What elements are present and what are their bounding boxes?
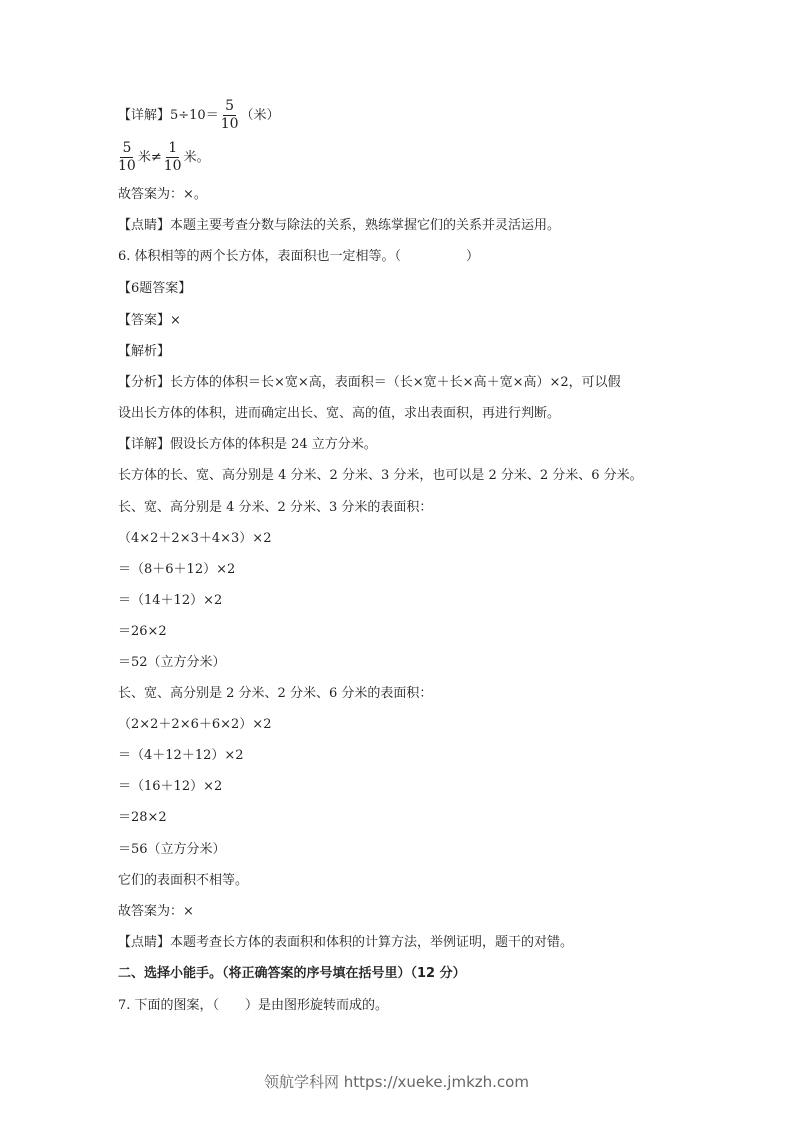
detail-prefix: 【详解】5÷10＝ — [118, 108, 219, 123]
text-line: 故答案为：× — [118, 904, 194, 919]
text-line: 【分析】长方体的体积＝长×宽×高，表面积＝（长×宽＋长×高＋宽×高）×2，可以假 — [118, 375, 621, 390]
text-line: 【解析】 — [118, 344, 171, 359]
unit-text: 米。 — [183, 150, 210, 165]
detail-division-line — [118, 98, 280, 133]
text-line: ＝（14＋12）×2 — [118, 593, 223, 608]
not-equal-text: 米≠ — [137, 150, 162, 165]
text-line: 6. 体积相等的两个长方体，表面积也一定相等。（ ） — [118, 249, 480, 264]
fraction-numerator: 5 — [225, 98, 235, 114]
text-line: ＝56（立方分米） — [118, 842, 226, 857]
text-line: （4×2＋2×3＋4×3）×2 — [118, 531, 272, 546]
text-line: 长方体的长、宽、高分别是 4 分米、2 分米、3 分米，也可以是 2 分米、2 分米、6 分米。 — [118, 468, 643, 483]
text-line: （2×2＋2×6＋6×2）×2 — [118, 717, 272, 732]
text-line: 【6题答案】 — [118, 281, 192, 296]
fraction — [221, 98, 239, 133]
text-line: 【点睛】本题考查长方体的表面积和体积的计算方法，举例证明，题干的对错。 — [118, 935, 574, 950]
text-line: 它们的表面积不相等。 — [118, 873, 249, 888]
text-line: 长、宽、高分别是 2 分米、2 分米、6 分米的表面积： — [118, 686, 433, 701]
question-7: 7. 下面的图案，（ ）是由图形旋转而成的。 — [118, 998, 389, 1013]
fraction-denominator: 10 — [118, 158, 136, 174]
text-line: ＝（16＋12）×2 — [118, 779, 223, 794]
text-line: 设出长方体的体积，进而确定出长、宽、高的值，求出表面积，再进行判断。 — [118, 406, 561, 421]
text-line: 【点睛】本题主要考查分数与除法的关系，熟练掌握它们的关系并灵活运用。 — [118, 218, 561, 233]
fraction-compare-line — [118, 140, 210, 175]
section-heading: 二、选择小能手。（将正确答案的序号填在括号里）（12 分） — [118, 966, 466, 981]
text-line: 长、宽、高分别是 4 分米、2 分米、3 分米的表面积： — [118, 500, 433, 515]
text-line: ＝（8＋6＋12）×2 — [118, 562, 236, 577]
text-line: ＝（4＋12＋12）×2 — [118, 748, 244, 763]
text-line: 【答案】× — [118, 313, 181, 328]
unit-text: （米） — [240, 108, 280, 123]
text-line: 【详解】假设长方体的体积是 24 立方分米。 — [118, 437, 377, 452]
footer-watermark: 领航学科网 https://xueke.jmkzh.com — [264, 1073, 529, 1091]
fraction — [118, 140, 136, 175]
fraction-numerator: 5 — [122, 140, 132, 156]
text-line: ＝52（立方分米） — [118, 655, 226, 670]
fraction — [164, 140, 182, 175]
fraction-denominator: 10 — [220, 116, 239, 132]
fraction-denominator: 10 — [163, 158, 182, 174]
fraction-numerator: 1 — [168, 140, 178, 156]
text-line: 故答案为：×。 — [118, 187, 207, 202]
text-line: ＝26×2 — [118, 624, 167, 639]
text-line: ＝28×2 — [118, 810, 167, 825]
